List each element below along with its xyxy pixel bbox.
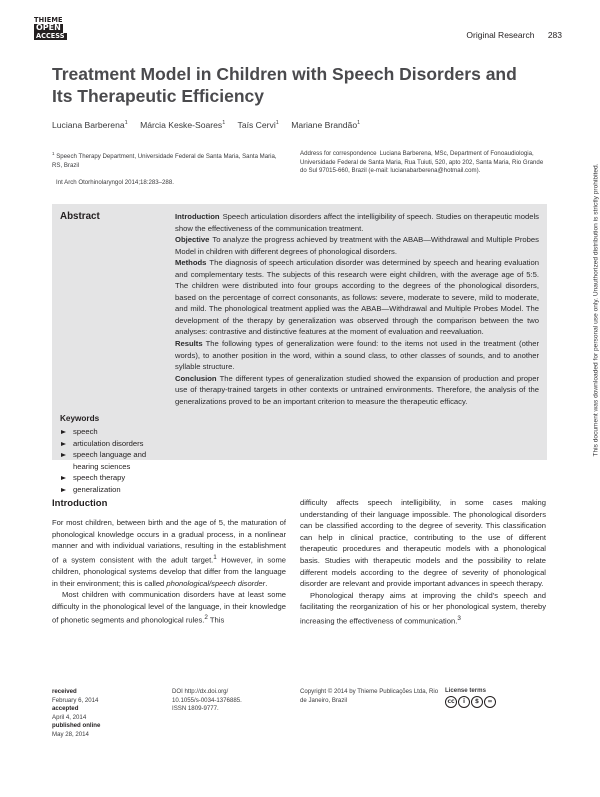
copyright: Copyright © 2014 by Thieme Publicações Ltda, Rio de Janeiro, Brazil <box>300 688 439 704</box>
license-terms-label[interactable]: License terms <box>445 687 486 694</box>
abstract-conclusion: Conclusion The different types of generalization studied showed the expansion of production and proper use of therapy-trained targets in other contexts or untrained environments. Therefore, the analysis of the generalizations proved to be an important criterion to measure the therapeutic efficacy. <box>175 373 539 406</box>
doi-block: DOI http://dx.doi.org/ 10.1055/s-0034-1376885. ISSN 1809-9777. <box>172 688 242 713</box>
correspondence-label: Address for correspondence <box>300 150 377 157</box>
keyword-item: speech therapy <box>60 472 170 484</box>
paragraph: Phonological therapy aims at improving the child’s speech and facilitating the reorganization of his or her phonological system, thereby increasing the effectiveness of communication.$^3$ <box>300 590 546 626</box>
logo-line-access: ACCESS <box>36 32 65 40</box>
abstract-heading: Abstract <box>60 211 100 222</box>
correspondence <box>300 150 545 176</box>
keyword-list <box>60 426 170 495</box>
journal-reference: Int Arch Otorhinolaryngol 2014;18:283–288. <box>56 179 174 186</box>
page-number: 283 <box>547 30 562 40</box>
abstract-methods: Methods The diagnosis of speech articulation disorder was determined by speech and hearing evaluation and complementary tests. The subjects of this research were eight children, with the average age of 5:5. The children were distributed into four groups according to the degrees of the phonological disorders, based on the percentage of correct consonants, as follows: severe, moderate to severe, mild to moderate, and mild. The phonological treatment applied was the ABAB—Withdrawal and Multiple Probes Model. The development of the therapy by generalization was observed through the comparison between the two analyses: contrastive and distinctive features at the moment of evaluation and reevaluation. <box>175 258 539 337</box>
author-list <box>52 120 370 130</box>
section-label: Original Research <box>466 30 535 40</box>
abstract-objective: Objective To analyze the progress achieved by treatment with the ABAB—Withdrawal and Multiple Probes Model in children with different degrees of phonological disorders. <box>175 235 539 256</box>
running-head <box>466 30 562 40</box>
keywords-heading: Keywords <box>60 414 100 423</box>
cc-nc-icon: $ <box>471 696 483 708</box>
author: Luciana Barberena$^1$ <box>52 120 128 130</box>
abstract-introduction: Introduction Speech articulation disorders affect the intelligibility of speech. Studies on therapeutic models show the effectiveness of the communication treatment. <box>175 212 539 233</box>
publisher-logo <box>34 17 70 40</box>
logo-line-open: OPEN <box>36 23 61 33</box>
keyword-item: articulation disorders <box>60 438 170 450</box>
keyword-item: speech language and hearing sciences <box>60 449 170 472</box>
author: Mariane Brandão$^1$ <box>291 120 361 130</box>
section-heading-introduction: Introduction <box>52 498 108 509</box>
paragraph: For most children, between birth and the age of 5, the maturation of phonological knowledge occurs in a gradual process, in a nonlinear manner and with individual variations, resulting in the establishment of a system consistent with the adult target.$^1$ However, in some children, phonological systems develop that differ from the language in their environment; this is called phonological/speech disorder. <box>52 518 287 588</box>
keyword-item: generalization <box>60 484 170 496</box>
cc-icons <box>445 696 496 708</box>
article-title: Treatment Model in Children with Speech Disorders and Its Therapeutic Efficiency <box>52 64 517 106</box>
paragraph: Most children with communication disorders have at least some difficulty in the phonological level of the language, in their knowledge of phonetic segments and phonological rules.$^2$ This <box>52 590 286 625</box>
keyword-item: speech <box>60 426 170 438</box>
abstract-results: Results The following types of generalization were found: to the items not used in the treatment (other words), to another position in the word, within a sound class, to other classes of sounds, and to another syllable structure. <box>175 339 539 372</box>
license-block <box>445 687 496 708</box>
article-dates: received February 6, 2014 accepted April 4, 2014 published online May 28, 2014 <box>52 688 101 738</box>
author: Márcia Keske-Soares$^1$ <box>140 120 226 130</box>
cc-by-icon: i <box>458 696 470 708</box>
affiliation: $^1$ Speech Therapy Department, Universidade Federal de Santa Maria, Santa Maria, RS, Brazil <box>52 151 277 169</box>
correspondence-text: Luciana Barberena, MSc, Department of Fonoaudiologia, Universidade Federal de Santa Maria, Rua Tuiuti, 520, apto 202, Santa Maria, Rio Grande do Sul 97015-660, Brazil (e-mail: lucianabarberena@hotmail.com). <box>300 150 544 175</box>
abstract-text <box>175 211 539 407</box>
paragraph: difficulty affects speech intelligibility, in some cases making understanding of their language impossible. The phonological disorders can be classified according to the degree of severity. This classification can help in clinical practice, contributing to the use of different therapeutic procedures and therapeutic models with a phonological basis. Studies with therapeutic models and the possibility to relate different models according to the degree of severity of phonological disorder are relevant and provide important advances in speech therapy. <box>300 498 546 589</box>
body-column-right <box>300 497 546 627</box>
cc-icon: cc <box>445 696 457 708</box>
body-column-left <box>52 517 286 626</box>
cc-nd-icon: = <box>484 696 496 708</box>
logo-line-thieme: THIEME <box>34 16 63 24</box>
author: Taís Cervi$^1$ <box>237 120 279 130</box>
doi-link[interactable]: DOI http://dx.doi.org/ <box>172 688 229 695</box>
